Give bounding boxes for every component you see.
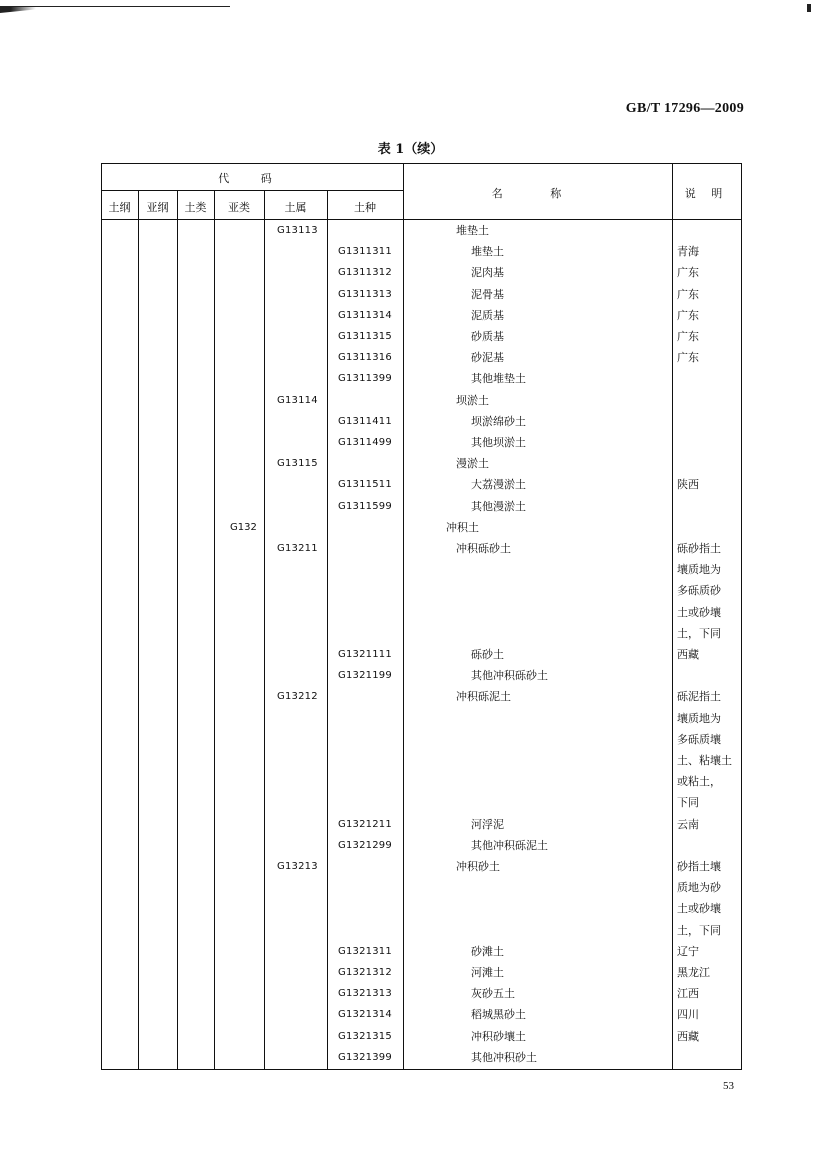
table-row [101,538,742,559]
header-col-tugang: 土纲 [108,201,131,214]
table-row [101,496,742,517]
cell-name: 其他漫淤土 [471,499,526,513]
cell-tuzhong-code: G1321315 [338,1030,392,1042]
cell-name: 漫淤土 [456,457,489,471]
cell-note: 砾砂指土 [677,542,721,555]
cell-name: 砂泥基 [471,351,504,365]
cell-tuzhong-code: G1321312 [338,967,392,978]
cell-name: 灰砂五土 [471,987,515,1001]
cell-name: 大荔漫淤土 [471,478,526,492]
cell-note: 广东 [677,351,699,365]
header-col-tushu: 土属 [284,201,307,214]
cell-note: 多砾质壤 [677,732,721,746]
cell-name: 坝淤土 [456,393,489,407]
table-row [101,262,742,283]
table-row [101,1026,742,1047]
cell-note: 土，下同 [677,626,721,640]
cell-tuzhong-code: G1311499 [338,437,392,448]
table-row [101,835,742,856]
cell-note: 砾泥指土 [677,690,721,704]
cell-tuzhong-code: G1311316 [338,352,392,364]
cell-tuzhong-code: G1311312 [338,267,392,279]
table-row [101,962,742,983]
table-row [101,517,742,538]
page-number: 53 [723,1080,734,1092]
cell-name: 堆垫土 [456,224,489,237]
table-row [101,368,742,389]
cell-note: 广东 [677,287,699,301]
cell-tushu-code: G13114 [277,394,318,406]
cell-tuzhong-code: G1321211 [338,818,392,830]
table-row [101,432,742,453]
table-row [101,877,742,898]
table-row [101,241,742,262]
cell-tuzhong-code: G1311313 [338,288,392,300]
cell-name: 砾砂土 [471,648,504,661]
cell-name: 河滩土 [471,966,504,979]
cell-note: 云南 [677,817,699,831]
cell-tuzhong-code: G1311315 [338,331,392,342]
header-col-name: 名 称 [491,187,584,200]
table-row [101,1004,742,1025]
cell-note: 西藏 [677,1029,699,1043]
cell-note: 青海 [677,245,699,259]
cell-name: 砂滩土 [471,944,504,958]
cell-name: 河浮泥 [471,817,504,831]
table-row [101,411,742,432]
header-col-yagang: 亚纲 [146,201,169,214]
table-row [101,390,742,411]
cell-name: 冲积砂土 [456,860,500,873]
cell-name: 泥质基 [471,308,504,322]
cell-name: 其他坝淤土 [471,436,526,449]
table-row [101,474,742,495]
cell-note: 壤质地为 [677,563,721,577]
table-row [101,326,742,347]
table-title: 表 1（续） [377,142,444,157]
cell-note: 黑龙江 [677,966,710,979]
cell-tuzhong-code: G1321399 [338,1051,392,1063]
cell-yalei-code: G132 [230,521,257,533]
table-row [101,220,742,241]
cell-name: 稻城黑砂土 [471,1008,526,1022]
table-row [101,898,742,919]
cell-tuzhong-code: G1311599 [338,500,392,512]
table-top-border [101,163,742,164]
cell-name: 冲积砾砂土 [456,542,511,555]
table-row [101,941,742,962]
table-row [101,750,742,771]
table-row [101,1047,742,1068]
cell-name: 堆垫土 [471,245,504,259]
header-col-note: 说 明 [684,187,729,200]
cell-tushu-code: G13212 [277,691,318,703]
cell-tuzhong-code: G1321111 [338,649,392,660]
cell-name: 冲积砾泥土 [456,690,511,704]
table-row [101,665,742,686]
cell-note: 砂指土壤 [677,860,721,873]
header-mid-divider [101,190,403,191]
cell-note: 或粘土， [677,775,721,789]
table-row [101,920,742,941]
cell-name: 其他堆垫土 [471,372,526,386]
table-row [101,644,742,665]
cell-name: 冲积土 [446,520,479,534]
table-bottom-border [101,1069,742,1070]
scan-corner-mark [807,4,811,12]
cell-note: 陕西 [677,478,699,492]
cell-note: 质地为砂 [677,881,721,895]
cell-tushu-code: G13213 [277,861,318,872]
table-row [101,284,742,305]
cell-note: 辽宁 [677,944,699,958]
table-row [101,623,742,644]
cell-note: 广东 [677,266,699,280]
scan-edge-mark [0,7,36,13]
soil-code-table [101,163,742,1070]
cell-note: 广东 [677,308,699,322]
table-row [101,602,742,623]
table-row [101,305,742,326]
scan-edge-line [0,6,230,7]
header-col-yalei: 亚类 [228,201,250,214]
table-row [101,983,742,1004]
cell-note: 土或砂壤 [677,902,721,916]
table-row [101,453,742,474]
cell-note: 四川 [677,1008,699,1022]
table-row [101,686,742,707]
cell-name: 其他冲积砾砂土 [471,669,548,683]
cell-tuzhong-code: G1321313 [338,988,392,1000]
cell-tushu-code: G13115 [277,458,318,470]
cell-tuzhong-code: G1311511 [338,479,392,491]
table-row [101,814,742,835]
table-row [101,729,742,750]
table-row [101,792,742,813]
cell-tuzhong-code: G1311314 [338,309,392,321]
cell-note: 壤质地为 [677,711,721,725]
cell-tuzhong-code: G1321199 [338,670,392,682]
cell-name: 其他冲积砂土 [471,1050,537,1064]
cell-note: 广东 [677,330,699,343]
cell-name: 坝淤绵砂土 [471,414,526,428]
table-row [101,856,742,877]
cell-tuzhong-code: G1321299 [338,839,392,851]
table-row [101,580,742,601]
table-row [101,559,742,580]
table-row [101,347,742,368]
cell-tuzhong-code: G1311399 [338,373,392,385]
cell-tuzhong-code: G1321311 [338,945,392,957]
table-row [101,771,742,792]
cell-name: 泥骨基 [471,287,504,301]
standard-number: GB/T 17296—2009 [625,101,744,116]
table-row [101,708,742,729]
cell-name: 泥肉基 [471,266,504,280]
cell-tuzhong-code: G1311311 [338,246,392,258]
cell-note: 下同 [677,796,699,810]
cell-name: 冲积砂壤土 [471,1029,526,1043]
header-code-group: 代 码 [218,172,286,185]
cell-tuzhong-code: G1321314 [338,1009,392,1021]
cell-tushu-code: G13211 [277,543,318,554]
header-col-tulei: 土类 [184,201,207,214]
cell-note: 土或砂壤 [677,605,721,619]
cell-note: 土、粘壤土 [677,754,732,767]
cell-note: 土，下同 [677,923,721,937]
cell-tuzhong-code: G1311411 [338,415,392,427]
cell-note: 西藏 [677,648,699,661]
cell-name: 砂质基 [471,330,504,343]
cell-tushu-code: G13113 [277,225,318,236]
cell-name: 其他冲积砾泥土 [471,838,548,852]
cell-note: 多砾质砂 [677,584,721,598]
cell-note: 江西 [677,987,699,1001]
header-col-tuzhong: 土种 [354,201,376,214]
